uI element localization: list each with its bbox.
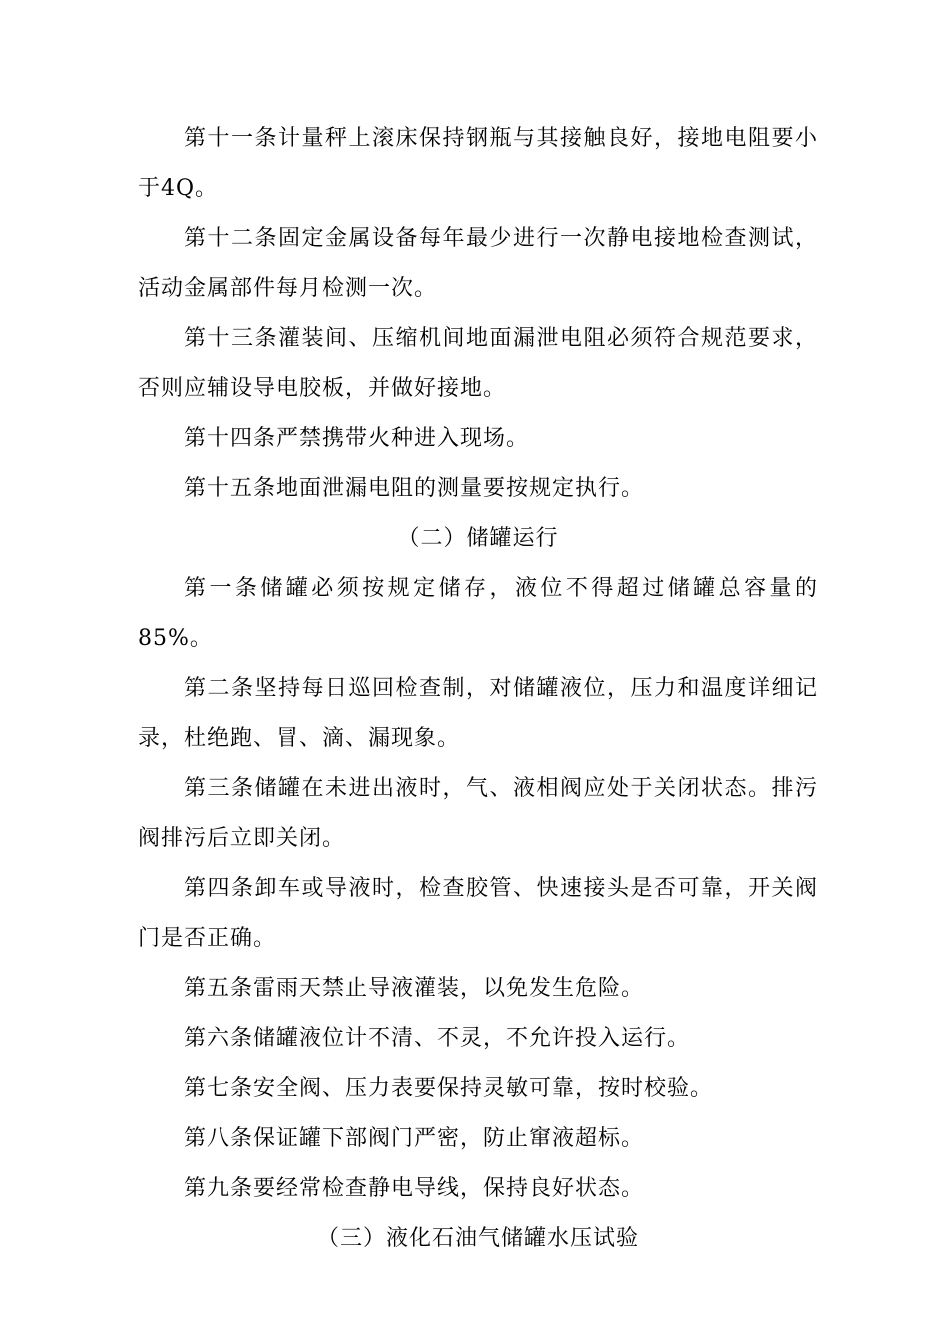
paragraph-article-15: 第十五条地面泄漏电阻的测量要按规定执行。 (184, 476, 645, 501)
paragraph-article-3: 第三条储罐在未进出液时，气、液相阀应处于关闭状态。排污阀排污后立即关闭。 (138, 776, 818, 851)
paragraph-article-1: 第一条储罐必须按规定储存，液位不得超过储罐总容量的85%。 (138, 576, 818, 651)
paragraph-article-11: 第十一条计量秤上滚床保持钢瓶与其接触良好，接地电阻要小于4Q。 (138, 126, 818, 201)
paragraph-article-13: 第十三条灌装间、压缩机间地面漏泄电阻必须符合规范要求，否则应辅设导电胶板，并做好接地。 (138, 326, 818, 401)
paragraph-article-2: 第二条坚持每日巡回检查制，对储罐液位，压力和温度详细记录，杜绝跑、冒、滴、漏现象。 (138, 676, 818, 751)
section-heading-hydrostatic-test: （三）液化石油气储罐水压试验 (316, 1226, 639, 1251)
paragraph-article-12: 第十二条固定金属设备每年最少进行一次静电接地检查测试，活动金属部件每月检测一次。 (138, 226, 818, 301)
paragraph-article-14: 第十四条严禁携带火种进入现场。 (184, 426, 530, 451)
paragraph-article-4: 第四条卸车或导液时，检查胶管、快速接头是否可靠，开关阀门是否正确。 (138, 876, 818, 951)
paragraph-article-6: 第六条储罐液位计不清、不灵，不允许投入运行。 (184, 1026, 691, 1051)
paragraph-article-7: 第七条安全阀、压力表要保持灵敏可靠，按时校验。 (184, 1076, 714, 1101)
paragraph-article-9: 第九条要经常检查静电导线，保持良好状态。 (184, 1176, 645, 1201)
document-body (138, 114, 818, 1264)
paragraph-article-8: 第八条保证罐下部阀门严密，防止窜液超标。 (184, 1126, 645, 1151)
paragraph-article-5: 第五条雷雨天禁止导液灌装，以免发生危险。 (184, 976, 645, 1001)
section-heading-tank-operation: （二）储罐运行 (397, 526, 559, 551)
